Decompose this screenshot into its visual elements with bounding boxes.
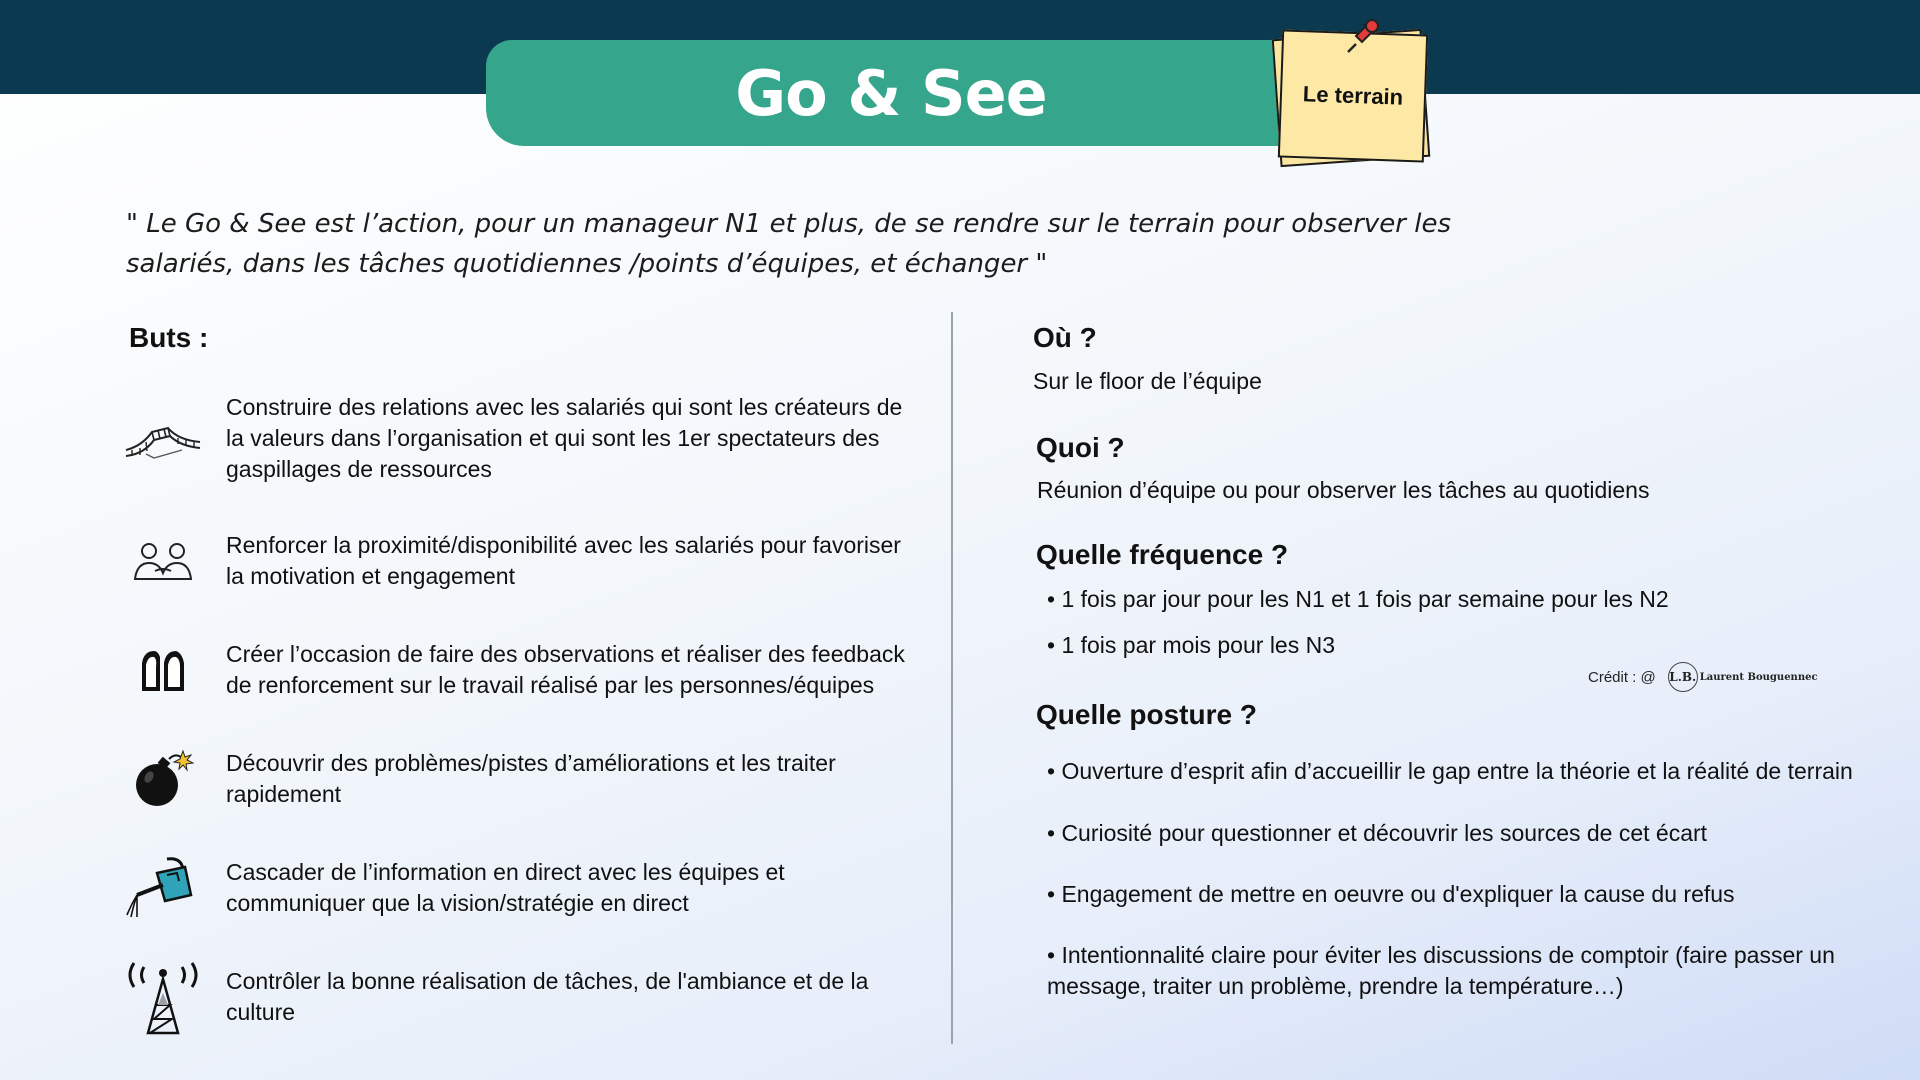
goal-text: Contrôler la bonne réalisation de tâches, de l'ambiance et de la culture xyxy=(226,968,869,1025)
posture-title: Quelle posture ? xyxy=(1036,699,1257,730)
goal-item xyxy=(120,635,920,705)
posture-item: • Intentionnalité claire pour éviter les discussions de comptoir (faire passer un message, traiter un problème, prendre la température…) xyxy=(1047,942,1835,999)
goal-item xyxy=(120,853,920,923)
bomb-icon xyxy=(131,749,195,809)
goal-text: Découvrir des problèmes/pistes d’améliorations et les traiter rapidement xyxy=(226,750,836,807)
goal-item xyxy=(120,526,920,596)
antenna-icon xyxy=(124,957,202,1037)
page-title: Go & See xyxy=(735,56,1047,130)
goal-text: Renforcer la proximité/disponibilité avec les salariés pour favoriser la motivation et engagement xyxy=(226,532,901,589)
posture-item: • Engagement de mettre en oeuvre ou d'expliquer la cause du refus xyxy=(1047,881,1735,907)
goal-item xyxy=(120,392,920,485)
credit xyxy=(1588,662,1818,692)
sticky-note xyxy=(1276,30,1426,162)
title-banner xyxy=(486,40,1306,146)
posture-item: • Curiosité pour questionner et découvrir les sources de cet écart xyxy=(1047,820,1708,846)
author-logo: L.B. xyxy=(1668,662,1698,692)
what-text: Réunion d’équipe ou pour observer les tâches au quotidiens xyxy=(1037,477,1650,503)
bridge-icon xyxy=(122,414,204,464)
goals-title: Buts : xyxy=(129,322,209,353)
frequency-item: • 1 fois par mois pour les N3 xyxy=(1047,632,1336,658)
pushpin-icon xyxy=(1342,16,1382,56)
where-text: Sur le floor de l’équipe xyxy=(1033,368,1262,394)
credit-label: Crédit : @ xyxy=(1588,668,1656,686)
quote-marks-icon xyxy=(138,647,188,693)
goal-text: Cascader de l’information en direct avec les équipes et communiquer que la vision/stratégie en direct xyxy=(226,859,785,916)
posture-item: • Ouverture d’esprit afin d’accueillir le gap entre la théorie et la réalité de terrain xyxy=(1047,758,1853,784)
where-title: Où ? xyxy=(1033,322,1097,353)
what-title: Quoi ? xyxy=(1036,432,1125,463)
frequency-title: Quelle fréquence ? xyxy=(1036,539,1289,570)
column-divider xyxy=(951,312,953,1044)
goal-item xyxy=(120,744,920,814)
sticky-note-label: Le terrain xyxy=(1302,81,1404,110)
people-icon xyxy=(131,539,195,583)
author-name: Laurent Bouguennec xyxy=(1699,671,1818,683)
watering-can-icon xyxy=(123,855,203,921)
goal-text: Créer l’occasion de faire des observations et réaliser des feedback de renforcement sur le travail réalisé par les personnes/équipes xyxy=(226,641,905,698)
goal-text: Construire des relations avec les salariés qui sont les créateurs de la valeurs dans l’organisation et qui sont les 1er spectateurs des gaspillages de ressources xyxy=(226,394,903,482)
definition-quote: " Le Go & See est l’action, pour un manageur N1 et plus, de se rendre sur le terrain pour observer les salariés, dans les tâches quotidiennes /points d’équipes, et échanger " xyxy=(126,209,1452,279)
frequency-item: • 1 fois par jour pour les N1 et 1 fois par semaine pour les N2 xyxy=(1047,586,1669,612)
goal-item xyxy=(120,962,920,1032)
